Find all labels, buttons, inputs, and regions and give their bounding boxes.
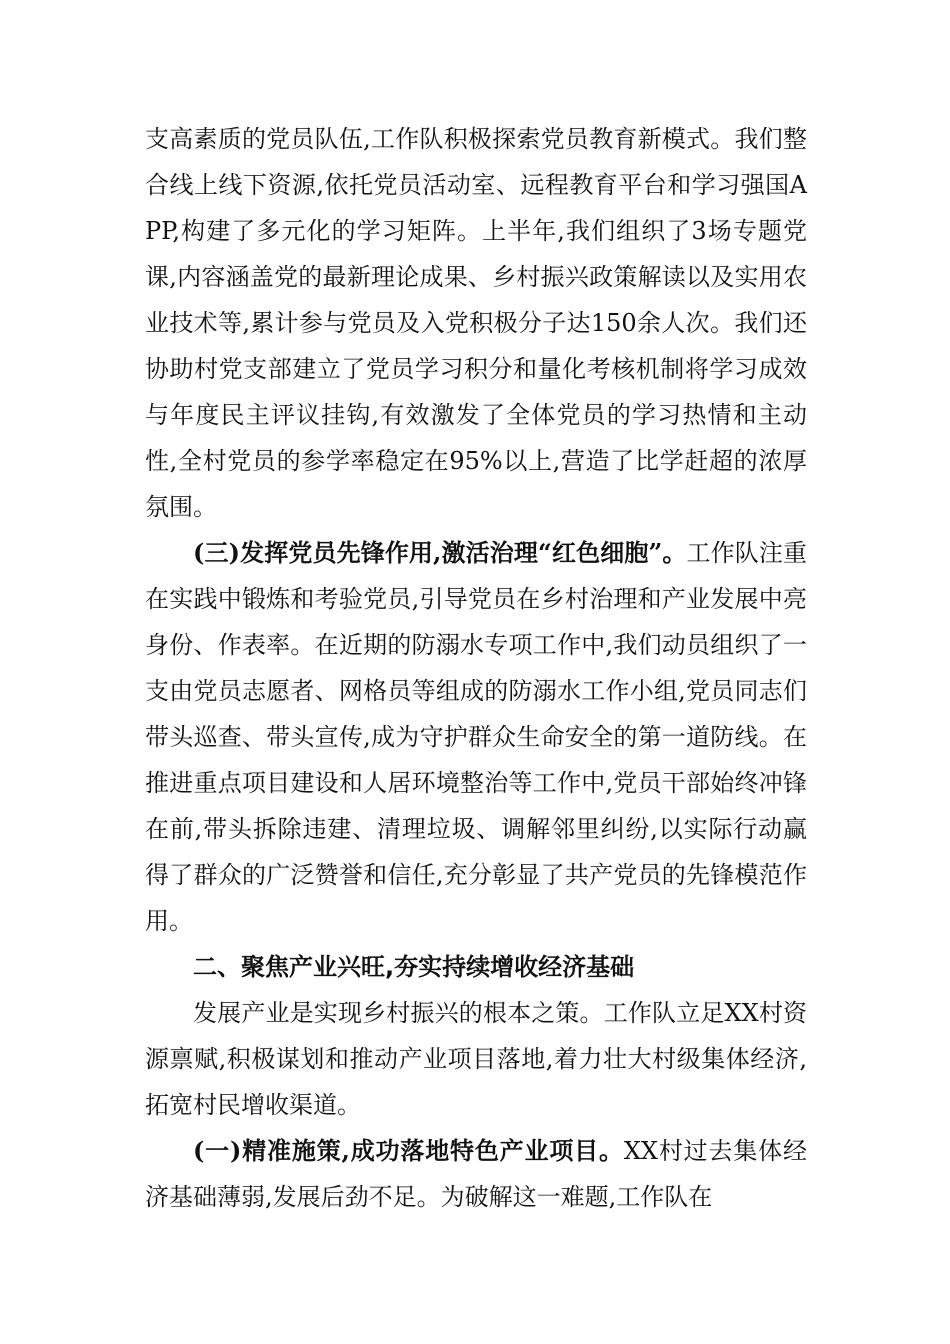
paragraph-industry-projects-body: XX村过去集体经济基础薄弱,发展后劲不足。为破解这一难题,工作队在 [145, 1137, 807, 1211]
paragraph-party-education: 支高素质的党员队伍,工作队积极探索党员教育新模式。我们整合线上线下资源,依托党员活动室、远程教育平台和学习强国APP,构建了多元化的学习矩阵。上半年,我们组织了3场专题党课,内容涵盖党的最新理论成果、乡村振兴政策解读以及实用农业技术等,累计参与党员及入党积极分子达150余人次。我们还协助村党支部建立了党员学习积分和量化考核机制将学习成效与年度民主评议挂钩,有效激发了全体党员的学习热情和主动性,全村党员的参学率稳定在95%以上,营造了比学赶超的浓厚氛围。 [145, 125, 807, 521]
section-heading-2: 二、聚焦产业兴旺,夯实持续增收经济基础 [193, 953, 635, 981]
paragraph-party-vanguard [145, 530, 807, 944]
paragraph-industry-projects [145, 1128, 807, 1220]
subsection-title-1: (一)精准施策,成功落地特色产业项目。 [193, 1136, 624, 1165]
document-body [145, 116, 807, 1220]
subsection-title-3: (三)发挥党员先锋作用,激活治理“红色细胞”。 [193, 538, 687, 567]
paragraph-industry-intro: 发展产业是实现乡村振兴的根本之策。工作队立足XX村资源禀赋,积极谋划和推动产业项目落地,着力壮大村级集体经济,拓宽村民增收渠道。 [145, 999, 807, 1119]
paragraph-party-vanguard-body: 工作队注重在实践中锻炼和考验党员,引导党员在乡村治理和产业发展中亮身份、作表率。在近期的防溺水专项工作中,我们动员组织了一支由党员志愿者、网格员等组成的防溺水工作小组,党员同志们带头巡查、带头宣传,成为守护群众生命安全的第一道防线。在推进重点项目建设和人居环境整治等工作中,党员干部始终冲锋在前,带头拆除违建、清理垃圾、调解邻里纠纷,以实际行动赢得了群众的广泛赞誉和信任,充分彰显了共产党员的先锋模范作用。 [145, 539, 807, 935]
